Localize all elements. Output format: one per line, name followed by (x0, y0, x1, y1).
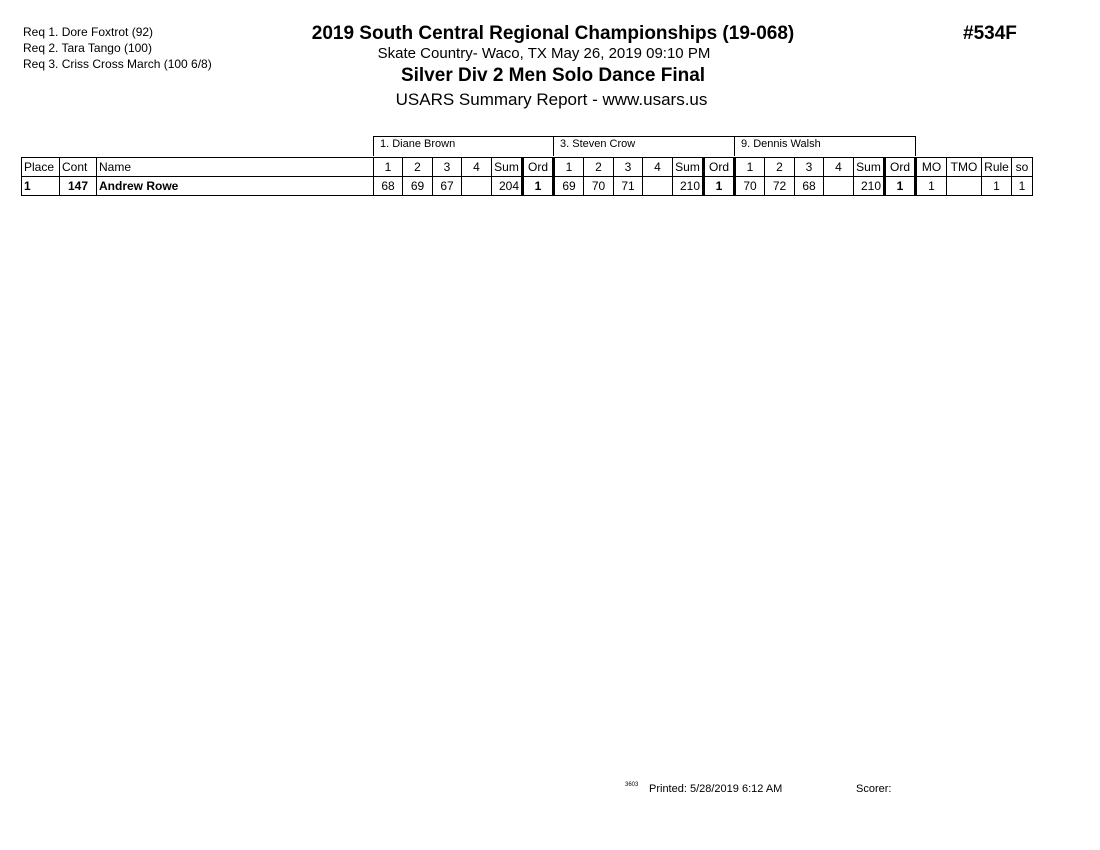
col-j1-sum: Sum (492, 158, 523, 177)
competition-title: 2019 South Central Regional Championships (19-068) (311, 23, 795, 44)
scorer-label: Scorer: (856, 783, 892, 795)
col-j3-1: 1 (735, 158, 765, 177)
cell-j3-ord: 1 (885, 177, 916, 196)
col-j2-sum: Sum (673, 158, 704, 177)
footer-code: 3603 (625, 782, 639, 788)
col-j2-3: 3 (614, 158, 643, 177)
col-mo: MO (916, 158, 947, 177)
cell-j3-s1: 70 (735, 177, 765, 196)
cell-j3-s4 (824, 177, 854, 196)
col-j1-4: 4 (462, 158, 492, 177)
col-j2-4: 4 (643, 158, 673, 177)
cell-j1-sum: 204 (492, 177, 523, 196)
col-j1-2: 2 (403, 158, 433, 177)
col-name: Name (97, 158, 374, 177)
cell-name: Andrew Rowe (97, 177, 374, 196)
cell-j2-s2: 70 (584, 177, 614, 196)
col-j3-2: 2 (765, 158, 795, 177)
col-cont: Cont (60, 158, 97, 177)
col-j1-1: 1 (374, 158, 403, 177)
judge-2-header: 3. Steven Crow (553, 136, 735, 156)
cell-j1-s3: 67 (433, 177, 462, 196)
cell-j2-sum: 210 (673, 177, 704, 196)
cell-j2-s1: 69 (554, 177, 584, 196)
cell-j3-sum: 210 (854, 177, 885, 196)
col-j3-4: 4 (824, 158, 854, 177)
printed-timestamp: Printed: 5/28/2019 6:12 AM (649, 783, 783, 795)
col-j3-ord: Ord (885, 158, 916, 177)
cell-j2-s4 (643, 177, 673, 196)
table-row (22, 177, 1033, 196)
event-number: #534F (963, 23, 1017, 44)
cell-so: 1 (1012, 177, 1033, 196)
requirement-2: Req 2. Tara Tango (100) (23, 41, 152, 55)
col-place: Place (22, 158, 60, 177)
cell-j2-s3: 71 (614, 177, 643, 196)
cell-j2-ord: 1 (704, 177, 735, 196)
table-header-row (22, 158, 1033, 177)
judge-1-header: 1. Diane Brown (373, 136, 554, 156)
col-so: so (1012, 158, 1033, 177)
cell-j3-s3: 68 (795, 177, 824, 196)
col-j1-ord: Ord (523, 158, 554, 177)
competition-location: Skate Country- Waco, TX May 26, 2019 09:10 PM (377, 45, 711, 62)
col-j3-sum: Sum (854, 158, 885, 177)
judge-3-header: 9. Dennis Walsh (734, 136, 916, 156)
requirement-1: Req 1. Dore Foxtrot (92) (23, 25, 154, 39)
col-rule: Rule (982, 158, 1012, 177)
col-j3-3: 3 (795, 158, 824, 177)
col-j2-ord: Ord (704, 158, 735, 177)
report-title: USARS Summary Report - www.usars.us (395, 90, 708, 109)
cell-mo: 1 (916, 177, 947, 196)
cell-rule: 1 (982, 177, 1012, 196)
cell-place: 1 (22, 177, 60, 196)
cell-j1-ord: 1 (523, 177, 554, 196)
cell-j3-s2: 72 (765, 177, 795, 196)
col-j2-1: 1 (554, 158, 584, 177)
event-name: Silver Div 2 Men Solo Dance Final (400, 65, 706, 86)
col-tmo: TMO (947, 158, 982, 177)
cell-tmo (947, 177, 982, 196)
cell-cont: 147 (60, 177, 97, 196)
col-j1-3: 3 (433, 158, 462, 177)
cell-j1-s1: 68 (374, 177, 403, 196)
requirement-3: Req 3. Criss Cross March (100 6/8) (23, 57, 212, 71)
col-j2-2: 2 (584, 158, 614, 177)
cell-j1-s2: 69 (403, 177, 433, 196)
cell-j1-s4 (462, 177, 492, 196)
results-table (21, 157, 1033, 196)
